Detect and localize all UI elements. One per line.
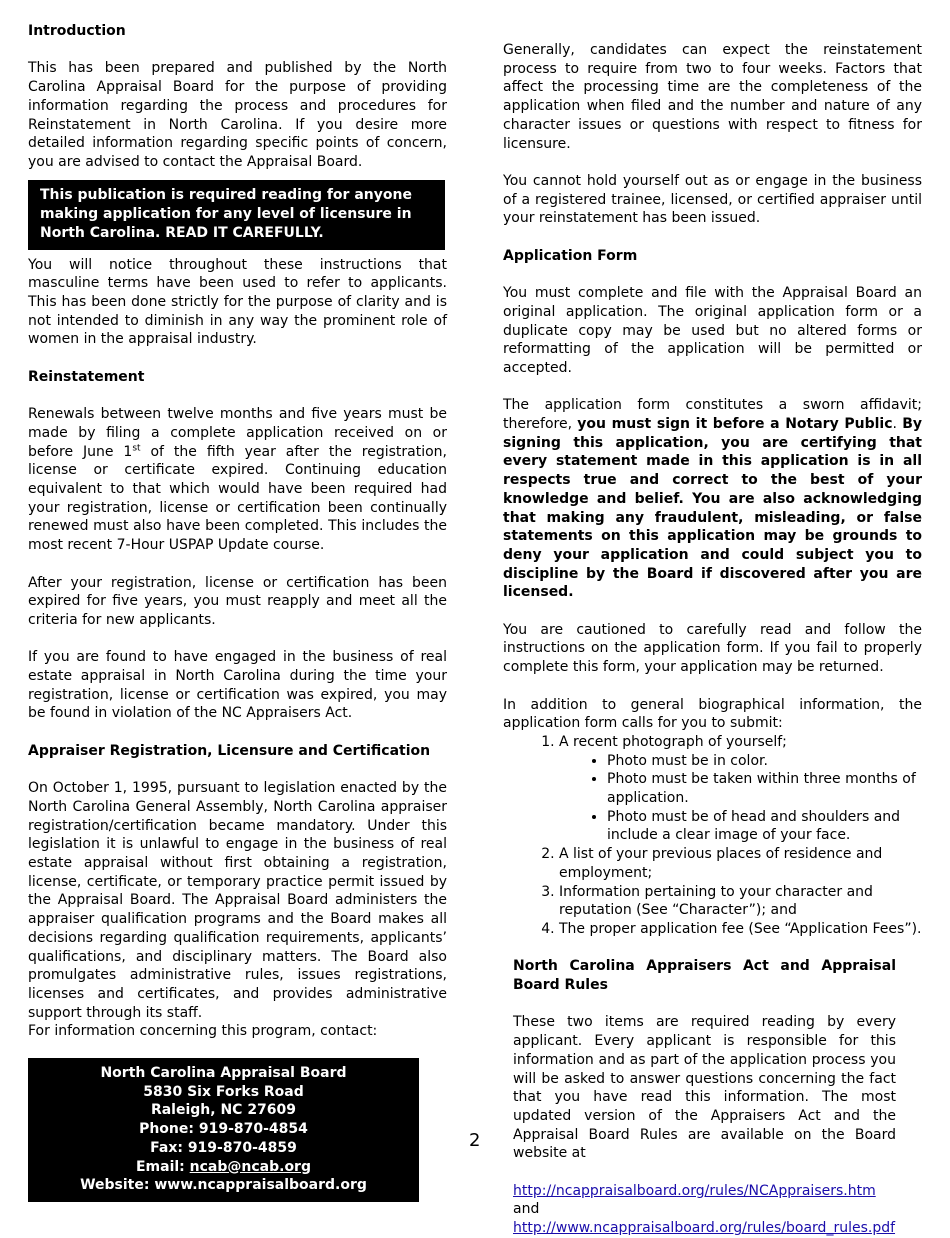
act-paragraph: These two items are required reading by every applicant. Every applicant is responsible for this information and as part of the application process you will be asked to answer questions concerning the fact that you have read this information. The most updated version of the Appraisers Act and the Appraisal Board Rules are available on the Board website at xyxy=(513,1014,896,1162)
timing-paragraph: Generally, candidates can expect the reinstatement process to require from two to four weeks. Factors that affect the processing time are the completeness of the application when filed and the number and nature of any character issues or questions with respect to fitness for licensure. xyxy=(503,42,922,152)
reinstatement-heading: Reinstatement xyxy=(28,368,145,385)
board-rules-link[interactable]: http://www.ncappraisalboard.org/rules/board_rules.pdf xyxy=(513,1220,896,1237)
contact-box xyxy=(28,1058,419,1202)
contact-email-line: Email: ncab@ncab.org xyxy=(135,1158,311,1175)
contact-email-link[interactable]: ncab@ncab.org xyxy=(189,1158,311,1175)
masculine-terms-paragraph: You will notice throughout these instructions that masculine terms have been used to refer to applicants. This has been done strictly for the purpose of clarity and is not intended to diminish in any way the prominent role of women in the appraisal industry. xyxy=(28,256,447,348)
caution-paragraph: You are cautioned to carefully read and follow the instructions on the application form. If you fail to properly complete this form, your application may be returned. xyxy=(503,621,922,676)
reinstatement-paragraph-3: If you are found to have engaged in the business of real estate appraisal in North Carolina during the time your registration, license or certification was expired, you may be found in violation of the NC Appraisers Act. xyxy=(28,649,447,722)
and-text: and xyxy=(513,1201,540,1218)
contact-intro: For information concerning this program, contact: xyxy=(28,1023,378,1040)
right-column xyxy=(503,41,922,1238)
contact-name: North Carolina Appraisal Board xyxy=(100,1065,347,1081)
hold-out-paragraph: You cannot hold yourself out as or engage in the business of a registered trainee, licensed, or certified appraiser until your reinstatement has been issued. xyxy=(503,172,922,227)
application-form-heading: Application Form xyxy=(503,247,638,264)
list-item: 3. Information pertaining to your character and reputation (See “Character”); and xyxy=(559,883,922,920)
submission-list xyxy=(503,733,922,939)
list-item: • Photo must be taken within three months of application. xyxy=(607,770,922,807)
reinstatement-paragraph-1: Renewals between twelve months and five years must be made by filing a complete application received on or before June 1st of the fifth year after the registration, license or certificate expired. Continuing education equivalent to that which would have been required had your registration, license or certification been continually renewed must also have been completed. This includes the most recent 7-Hour USPAP Update course. xyxy=(28,406,447,554)
act-section xyxy=(513,957,896,1238)
intro-paragraph: This has been prepared and published by the North Carolina Appraisal Board for the purpose of providing information regarding the process and procedures for Reinstatement in North Carolina. If you desire more detailed information regarding specific points of concern, you are advised to contact the Appraisal Board. xyxy=(28,60,447,170)
appraisers-act-link[interactable]: http://ncappraisalboard.org/rules/NCAppraisers.htm xyxy=(513,1182,876,1199)
list-item: 1. A recent photograph of yourself; • Photo must be in color. • Photo must be taken within three months of application. • Photo must be of head and shoulders and include a clear image of your face. xyxy=(559,733,922,845)
affidavit-paragraph: The application form constitutes a sworn affidavit; therefore, you must sign it before a Notary Public. By signing this application, you are certifying that every statement made in this application is in all respects true and correct to the best of your knowledge and belief. You are also acknowledging that making any fraudulent, misleading, or false statements on this application may be grounds to deny your application and could subject you to discipline by the Board if discovered after you are licensed. xyxy=(503,397,922,601)
registration-heading: Appraiser Registration, Licensure and Certification xyxy=(28,742,431,759)
contact-fax: Fax: 919-870-4859 xyxy=(150,1139,297,1156)
registration-paragraph: On October 1, 1995, pursuant to legislation enacted by the North Carolina General Assembly, North Carolina appraiser registration/certification became mandatory. Under this legislation it is unlawful to engage in the business of real estate appraisal without first obtaining a registration, license, certificate, or temporary practice permit issued by the Appraisal Board. The Appraisal Board administers the appraiser qualification programs and the Board makes all decisions regarding qualification requirements, applicants’ qualifications, and disciplinary matters. The Board also promulgates administrative rules, issues registrations, licenses and certificates, and provides administrative support through its staff. xyxy=(28,780,447,1021)
contact-website: Website: www.ncappraisalboard.org xyxy=(80,1177,367,1194)
left-column xyxy=(28,22,447,1041)
reinstatement-paragraph-2: After your registration, license or certification has been expired for five years, you must reapply and meet all the criteria for new applicants. xyxy=(28,574,447,628)
list-item: • Photo must be of head and shoulders and include a clear image of your face. xyxy=(607,808,922,845)
list-item: • Photo must be in color. xyxy=(607,752,922,771)
application-form-paragraph: You must complete and file with the Appraisal Board an original application. The original application form or a duplicate copy may be used but no altered forms or reformatting of the application will be permitted or accepted. xyxy=(503,285,922,376)
page-number: 2 xyxy=(469,1130,481,1151)
list-item: 2. A list of your previous places of residence and employment; xyxy=(559,845,922,882)
contact-phone: Phone: 919-870-4854 xyxy=(139,1121,308,1138)
list-item: 4. The proper application fee (See “Application Fees”). xyxy=(559,920,922,939)
photo-requirements-list xyxy=(559,752,922,846)
submit-intro: In addition to general biographical information, the application form calls for you to submit: xyxy=(503,696,922,732)
intro-heading: Introduction xyxy=(28,23,126,39)
contact-street: 5830 Six Forks Road xyxy=(143,1083,304,1100)
contact-city: Raleigh, NC 27609 xyxy=(150,1102,297,1119)
act-heading: North Carolina Appraisers Act and Appraisal Board Rules xyxy=(513,958,896,994)
required-reading-notice: This publication is required reading for anyone making application for any level of licensure in North Carolina. READ IT CAREFULLY. xyxy=(28,180,445,250)
